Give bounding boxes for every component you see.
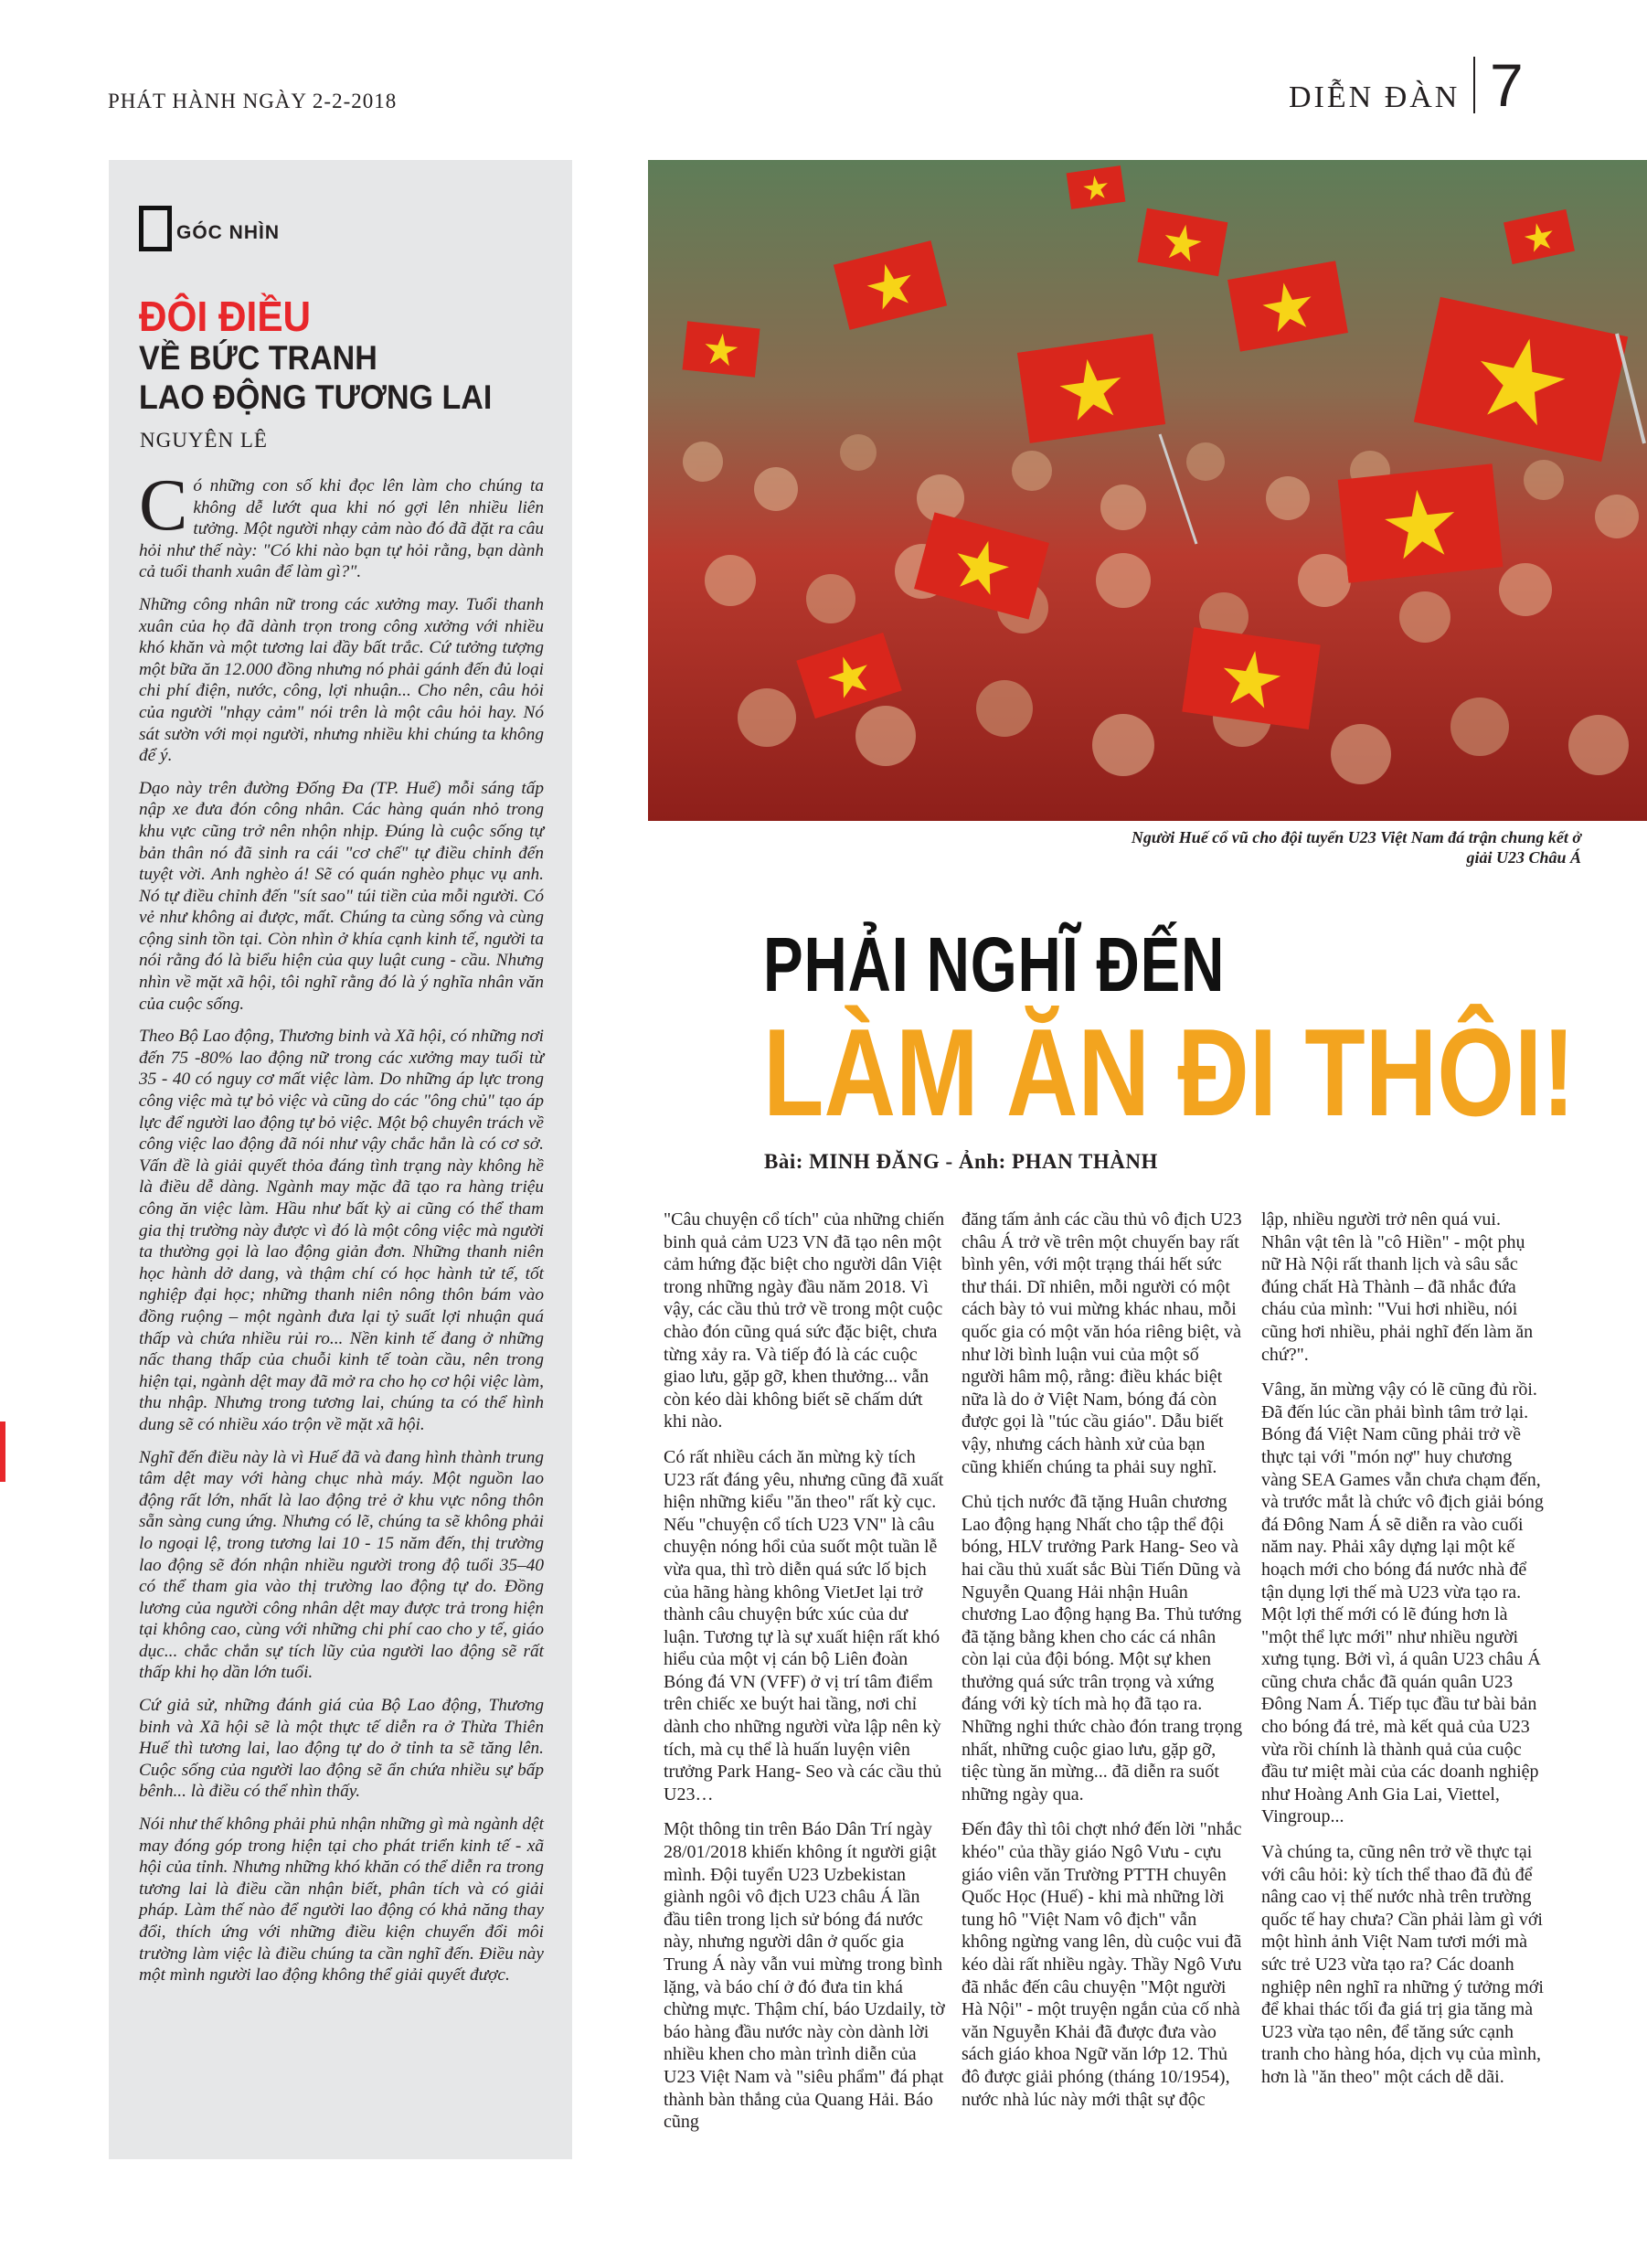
sidebar-opinion bbox=[109, 160, 572, 2159]
article-paragraph: Có rất nhiều cách ăn mừng kỳ tích U23 rất đáng yêu, nhưng cũng đã xuất hiện những kiểu "ăn theo" rất kỳ cục. Nếu "chuyện cổ tích U23 VN" là câu chuyện nóng hổi của suốt một tuần lễ vừa qua, thì trò diễn quá sức lố bịch của hãng hàng không VietJet lại trở thành câu chuyện bức xúc của dư luận. Tương tự là sự xuất hiện rất khó hiểu của một vị cán bộ Liên đoàn Bóng đá VN (VFF) ở vị trí tâm điểm trên chiếc xe buýt hai tầng, nơi chỉ dành cho những người vừa lập nên kỳ tích, mà cụ thể là huấn luyện viên trưởng Park Hang- Seo và các cầu thủ U23… bbox=[664, 1446, 944, 1805]
header-divider bbox=[1473, 57, 1475, 113]
sidebar-paragraph: Nói như thế không phải phủ nhận những gì mà ngành dệt may đóng góp trong hiện tại cho phát triển kinh tế - xã hội của tỉnh. Nhưng những khó khăn có thể diễn ra trong tương lai là điều cần nhận biết, phân tích và có giải pháp. Làm thế nào để người lao động có khả năng thay đổi, thích ứng với những điều kiện chuyển đổi môi trường làm việc là điều chúng ta cần nghĩ đến. Điều này một mình người lao động không thể giải quyết được. bbox=[139, 1815, 544, 1986]
sidebar-paragraph: Những công nhân nữ trong các xưởng may. Tuổi thanh xuân của họ đã dành trọn trong công xưởng với nhiều khó khăn và một tương lai đầy bất trắc. Cứ tưởng tượng một bữa ăn 12.000 đồng nhưng nó phải gánh đến đủ loại chi phí điện, nước, công, lợi nhuận... Cho nên, câu hỏi của người "nhạy cảm" nói trên là một câu hỏi hay. Nó sát sườn với mọi người, nhưng nhiều khi chúng ta không để ý. bbox=[139, 594, 544, 766]
sidebar-label: GÓC NHÌN bbox=[176, 222, 280, 243]
article-title-line1: PHẢI NGHĨ ĐẾN bbox=[763, 921, 1226, 1007]
article-paragraph: Vâng, ăn mừng vậy có lẽ cũng đủ rồi. Đã đến lúc cần phải bình tâm trở lại. Bóng đá Việt Nam cũng phải trở về thực tại với "món nợ" huy chương vàng SEA Games vẫn chưa chạm đến, và trước mắt là chức vô địch giải bóng đá Đông Nam Á sẽ diễn ra vào cuối năm nay. Phải xây dựng lại một kế hoạch mới cho bóng đá nước nhà để tận dụng lợi thế mà U23 vừa tạo ra. Một lợi thế mới có lẽ đúng hơn là "một thể lực mới" như nhiều người xưng tụng. Bởi vì, á quân U23 châu Á cũng chưa chắc đã quán quân U23 Đông Nam Á. Tiếp tục đầu tư bài bản cho bóng đá trẻ, mà kết quả của U23 vừa rồi chính là thành quả của cuộc đầu tư miệt mài của các doanh nghiệp như Hoàng Anh Gia Lai, Viettel, Vingroup... bbox=[1261, 1379, 1544, 1827]
sidebar-paragraph: Cứ giả sử, những đánh giá của Bộ Lao động, Thương binh và Xã hội sẽ là một thực tế diễn ra ở Thừa Thiên Huế thì tương lai, lao động tự do ở tỉnh ta sẽ tăng lên. Cuộc sống của người lao động sẽ ẩn chứa nhiều sự bấp bênh... là điều có thể nhìn thấy. bbox=[139, 1696, 544, 1802]
section-name: DIỄN ĐÀN bbox=[1289, 80, 1461, 114]
caption-line1: Người Huế cổ vũ cho đội tuyển U23 Việt Nam đá trận chung kết ở bbox=[1131, 828, 1581, 847]
page-number: 7 bbox=[1490, 51, 1524, 119]
article-paragraph: Và chúng ta, cũng nên trở về thực tại với câu hỏi: kỳ tích thể thao đã đủ để nâng cao vị thế nước nhà trên trường quốc tế hay chưa? Cần phải làm gì với một hình ảnh Việt Nam tươi mới mà sức trẻ U23 vừa tạo ra? Các doanh nghiệp nên nghĩ ra những ý tưởng mới để khai thác tối đa giá trị gia tăng mà U23 vừa tạo nên, để tăng sức cạnh tranh cho hàng hóa, dịch vụ của mình, hơn là "ăn theo" một cách dễ dãi. bbox=[1261, 1842, 1544, 2087]
article-paragraph: "Câu chuyện cổ tích" của những chiến binh quả cảm U23 VN đã tạo nên một cảm hứng đặc biệt cho người dân Việt trong những ngày đầu năm 2018. Vì vậy, các cầu thủ trở về trong một cuộc chào đón cũng quá sức đặc biệt, chưa từng xảy ra. Và tiếp đó là các cuộc giao lưu, gặp gỡ, khen thưởng... vẫn còn kéo dài không biết sẽ chấm dứt khi nào. bbox=[664, 1209, 945, 1432]
corner-box-icon bbox=[139, 206, 172, 251]
sidebar-paragraph: Có những con số khi đọc lên làm cho chúng ta không dễ lướt qua khi nó gợi lên nhiều liên tưởng. Một người nhạy cảm nào đó đã đặt ra câu hỏi như thế này: "Có khi nào bạn tự hỏi rằng, bạn dành cả tuổi thanh xuân để làm gì?". bbox=[139, 465, 544, 582]
article-paragraph: Đến đây thì tôi chợt nhớ đến lời "nhắc khéo" của thầy giáo Ngô Vưu - cựu giáo viên văn Trường PTTH chuyên Quốc Học (Huế) - khi mà những lời tung hô "Việt Nam vô địch" vẫn không ngừng vang lên, dù cuộc vui đã kéo dài rất nhiều ngày. Thầy Ngô Vưu đã nhắc đến câu chuyện "Một người Hà Nội" - một truyện ngắn của cố nhà văn Nguyễn Khải đã được đưa vào sách giáo khoa Ngữ văn lớp 12. Thủ đô được giải phóng (tháng 10/1954), nước nhà lúc này mới thật sự độc bbox=[962, 1819, 1242, 2110]
sidebar-title-line3: LAO ĐỘNG TƯƠNG LAI bbox=[139, 378, 493, 416]
article-byline: Bài: MINH ĐĂNG - Ảnh: PHAN THÀNH bbox=[764, 1150, 1158, 1173]
photo-caption bbox=[1015, 827, 1581, 868]
article-paragraph: Chủ tịch nước đã tặng Huân chương Lao động hạng Nhất cho tập thể đội bóng, HLV trưởng Park Hang- Seo và hai cầu thủ xuất sắc Bùi Tiến Dũng và Nguyễn Quang Hải nhận Huân chương Lao động hạng Ba. Thủ tướng đã tặng bằng khen cho các cá nhân còn lại của đội bóng. Một sự khen thưởng quá sức trân trọng và xứng đáng với kỳ tích mà họ đã tạo ra. Những nghi thức chào đón trang trọng nhất, những cuộc giao lưu, gặp gỡ, tiệc tùng ăn mừng... đã diễn ra suốt những ngày qua. bbox=[962, 1492, 1243, 1805]
article-column-2 bbox=[962, 1209, 1245, 2124]
sidebar-paragraph: Dạo này trên đường Đống Đa (TP. Huế) mỗi sáng tấp nập xe đưa đón công nhân. Các hàng quán nhỏ trong khu vực cũng trở nên nhộn nhịp. Đúng là cuộc sống tự bản thân nó đã sinh ra cái "cơ chế" tự điều chỉnh đến tuyệt vời. Anh nghèo á! Sẽ có quán nghèo phục vụ anh. Nó tự điều chỉnh đến "sít sao" túi tiền của mỗi người. Có vẻ như không ai được, mất. Chúng ta cùng sống và cùng cộng sinh tồn tại. Còn nhìn ở khía cạnh kinh tế, người ta nói rằng đó là biểu hiện của quy luật cung - cầu. Nhưng nhìn về mặt xã hội, tôi nghĩ rằng đó là ý nghĩa nhân văn của cuộc sống. bbox=[139, 778, 544, 1014]
sidebar-paragraph: Nghĩ đến điều này là vì Huế đã và đang hình thành trung tâm dệt may với hàng chục nhà máy. Một nguồn lao động rất lớn, nhất là lao động trẻ ở khu vực nông thôn sẵn sàng cung ứng. Nhưng có lẽ, chúng ta sẽ không phải lo ngoại lệ, trong tương lai 10 - 15 năm đến, thị trường lao động sẽ đón nhận nhiều người trong độ tuổi 35–40 có thể tham gia vào thị trường lao động tự do. Đồng lương của người công nhân dệt may được trả trong hiện tại không cao, cùng với những chi phí cao cho y tế, giáo dục... chắc chắn sự tích lũy của người lao động sẽ rất thấp khi họ dần lớn tuổi. bbox=[139, 1447, 544, 1683]
article-title-line2: LÀM ĂN ĐI THÔI! bbox=[763, 1003, 1576, 1142]
article-paragraph: Một thông tin trên Báo Dân Trí ngày 28/01/2018 khiến không ít người giật mình. Đội tuyển U23 Uzbekistan giành ngôi vô địch U23 châu Á lần đầu tiên trong lịch sử bóng đá nước này, nhưng người dân ở quốc gia Trung Á này vẫn vui mừng trong bình lặng, và báo chí ở đó đưa tin khá chừng mực. Thậm chí, báo Uzdaily, tờ báo hàng đầu nước này còn dành lời nhiều khen cho màn trình diễn của U23 Việt Nam và "siêu phẩm" đá phạt thành bàn thắng của Quang Hải. Báo cũng bbox=[664, 1819, 945, 2133]
crowd-flags-photo bbox=[648, 160, 1647, 821]
sidebar-title-line1: ĐÔI ĐIỀU bbox=[139, 293, 312, 340]
article-paragraph: đăng tấm ảnh các cầu thủ vô địch U23 châu Á trở về trên một chuyến bay rất bình yên, với một trạng thái hết sức thư thái. Dĩ nhiên, mỗi người có một cách bày tỏ vui mừng khác nhau, mỗi quốc gia có một văn hóa riêng biệt, và như lời bình luận vui của một số người hâm mộ, rằng: điều khác biệt nữa là do ở Việt Nam, bóng đá còn được gọi là "túc cầu giáo". Dẫu biết vậy, nhưng cách hành xử của bạn cũng khiến chúng ta phải suy nghĩ. bbox=[962, 1209, 1242, 1477]
sidebar-author: NGUYÊN LÊ bbox=[140, 429, 268, 452]
article-column-3 bbox=[1261, 1209, 1545, 2102]
page-edge-marker bbox=[0, 1421, 5, 1482]
article-paragraph: lập, nhiều người trở nên quá vui. Nhân vật tên là "cô Hiền" - một phụ nữ Hà Nội rất thanh lịch và sâu sắc đúng chất Hà Thành – đã nhắc đứa cháu của mình: "Vui hơi nhiều, nói cũng hơi nhiều, phải nghĩ đến làm ăn chứ?". bbox=[1261, 1209, 1534, 1365]
article-column-1 bbox=[664, 1209, 947, 2146]
sidebar-body bbox=[139, 465, 544, 1997]
sidebar-title-line2: VỀ BỨC TRANH bbox=[139, 339, 377, 377]
sidebar-paragraph: Theo Bộ Lao động, Thương binh và Xã hội, có những nơi đến 75 -80% lao động nữ trong các xưởng may tuổi từ 35 - 40 có nguy cơ mất việc làm. Do những áp lực trong công việc mà tự bỏ việc và cũng do các "ông chủ" tạo áp lực để người lao động tự bỏ việc. Một bộ chuyên trách về công việc lao động đã nói như vậy chắc hẳn là có cơ sở. Vấn đề là giải quyết thỏa đáng tình trạng này không hề là điều dễ dàng. Ngành may mặc đã tạo ra hàng triệu công ăn việc làm. Hầu như bất kỳ ai cũng có thể tham gia thị trường này được vì đó là một công việc mà người ta thường gọi là lao động giản đơn. Những thanh niên học hành dở dang, và thậm chí có học hành tử tế, tốt nghiệp đại học; những thanh niên nông thôn bám vào đồng ruộng – một ngành đưa lại tỷ suất lợi nhuận quá thấp và chứa nhiều rủi ro... Nền kinh tế đang ở những nấc thang thấp của chuỗi kinh tế toàn cầu, nên trong hiện tại, ngành dệt may đã mở ra cho họ cơ hội việc làm, thu nhập. Nhưng trong tương lai, chúng ta có thể hình dung sẽ có nhiều xáo trộn về mặt xã hội. bbox=[139, 1027, 544, 1434]
caption-line2: giải U23 Châu Á bbox=[1466, 848, 1581, 867]
issue-date: PHÁT HÀNH NGÀY 2-2-2018 bbox=[108, 90, 398, 112]
